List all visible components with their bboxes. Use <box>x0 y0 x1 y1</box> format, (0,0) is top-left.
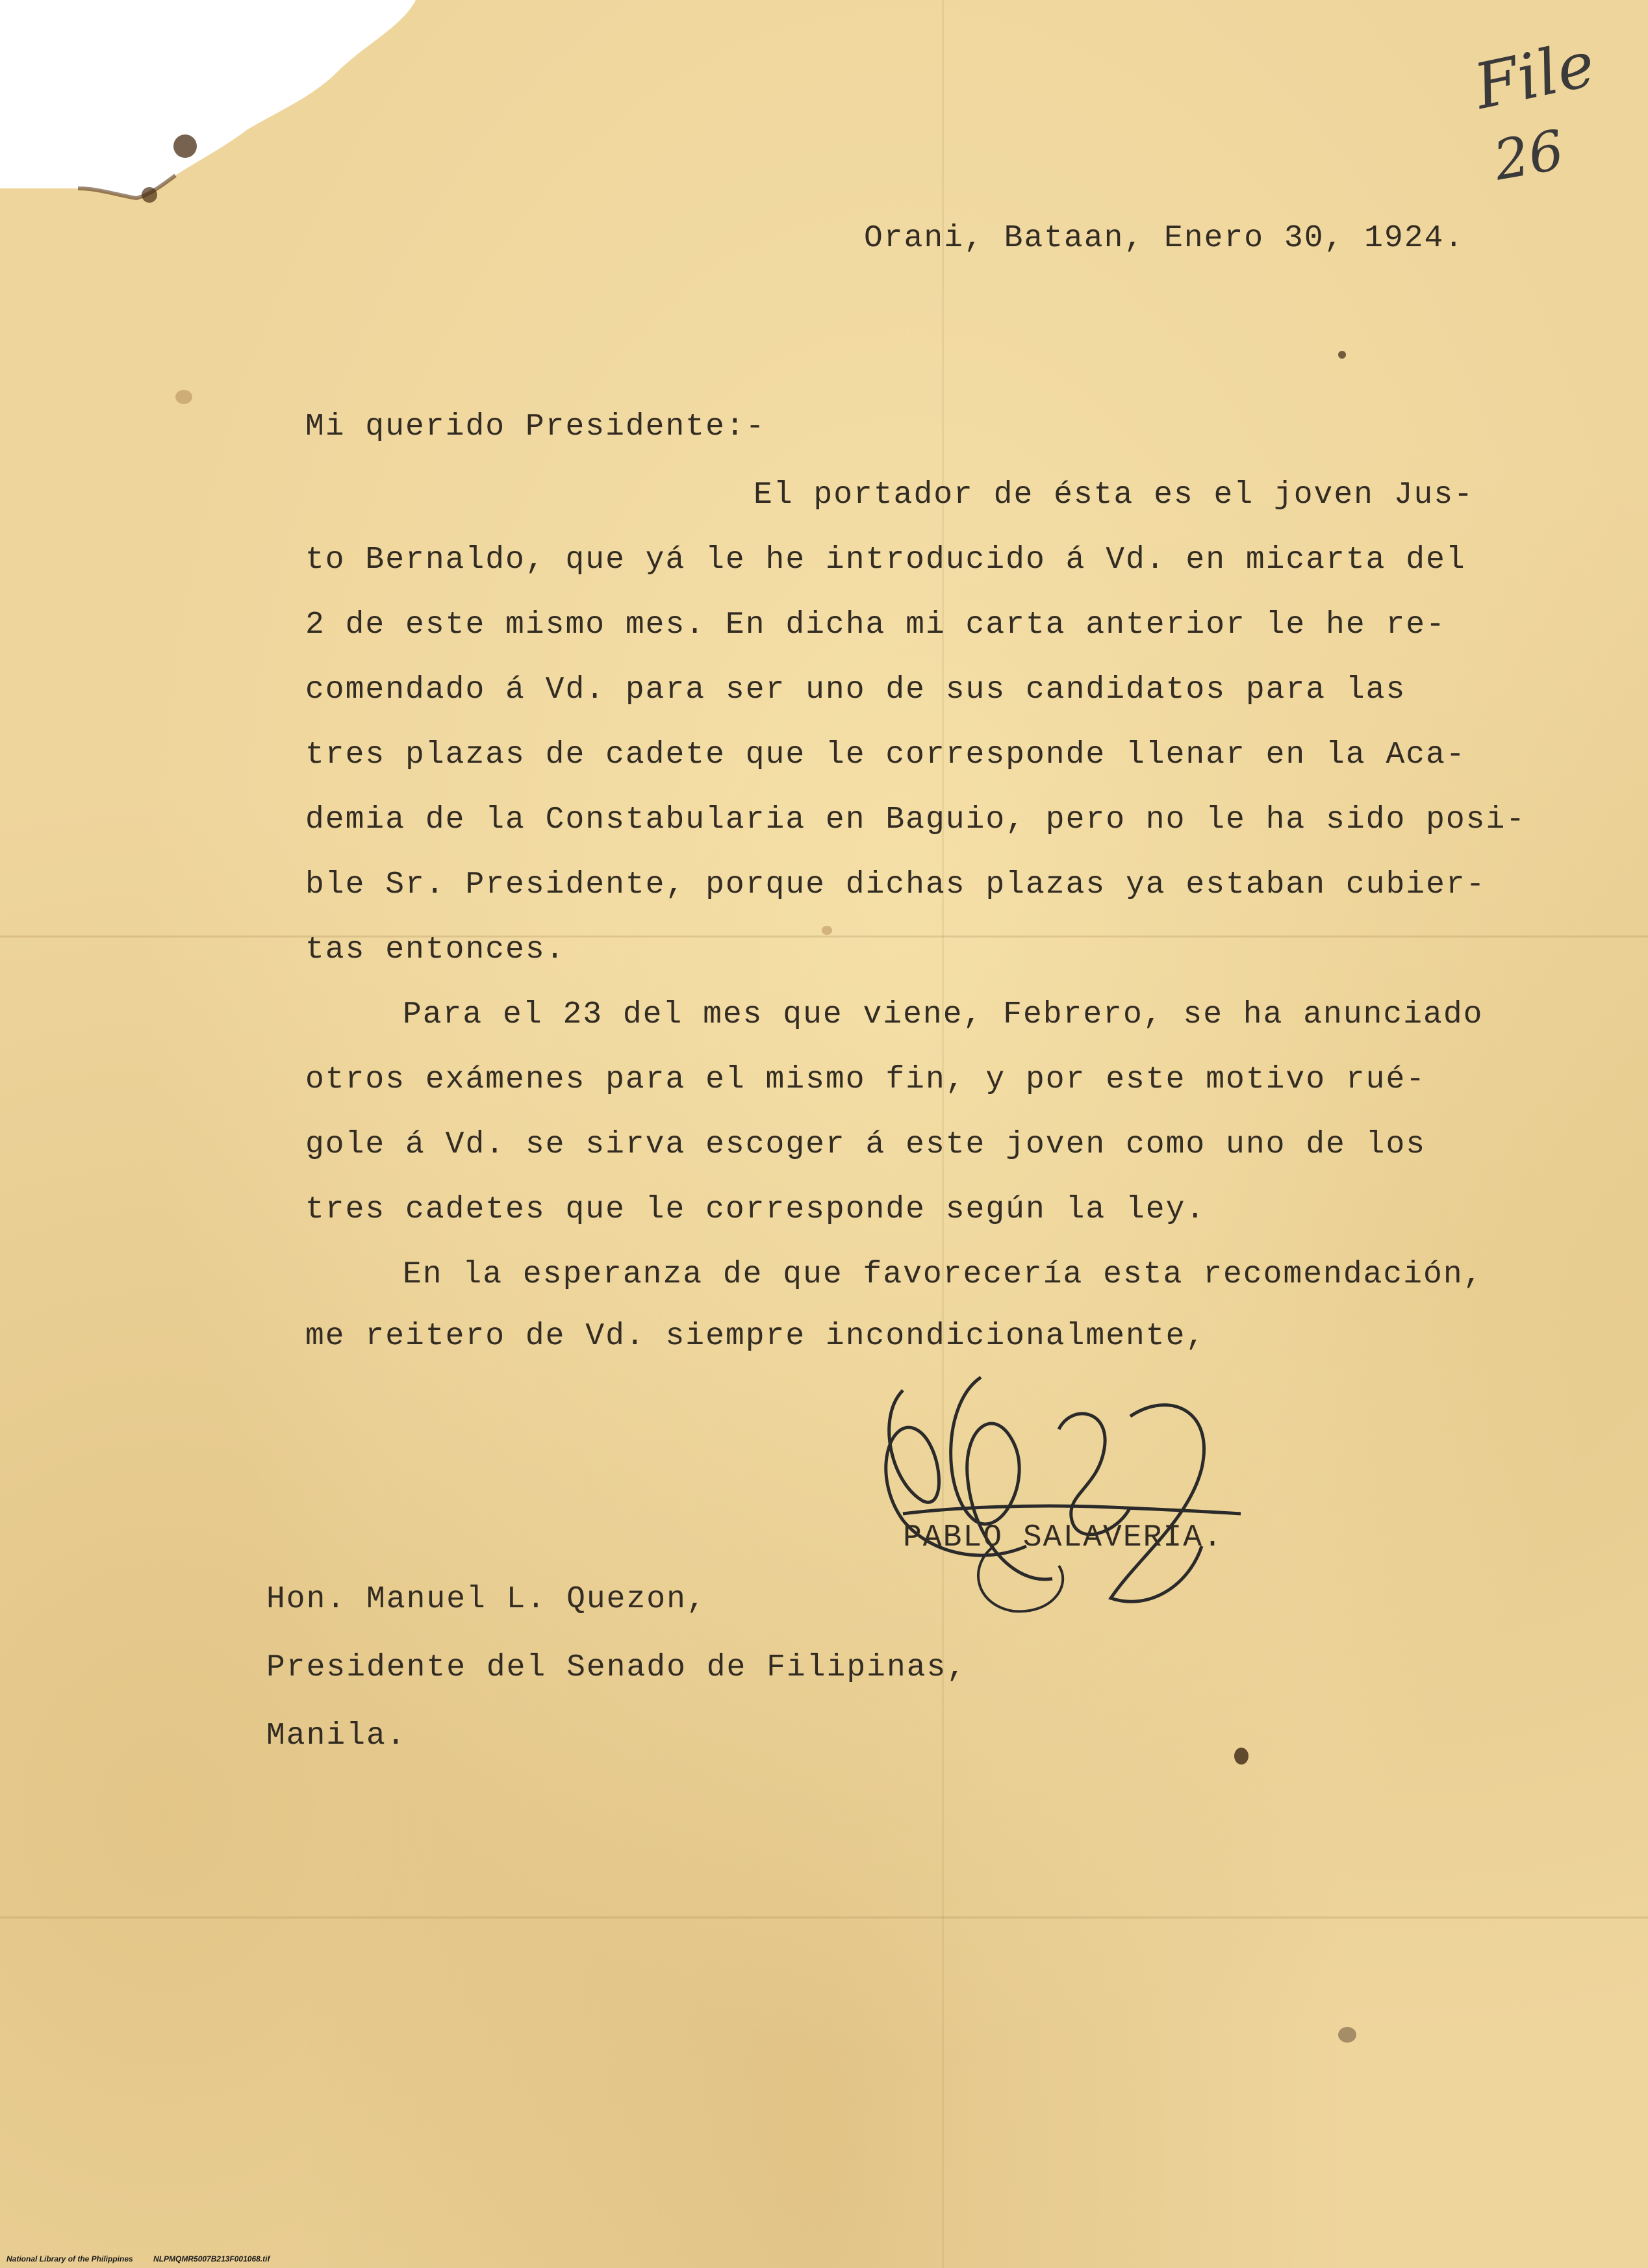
handwritten-signature <box>864 1351 1267 1624</box>
paper-stain <box>1338 2027 1356 2043</box>
body-line: gole á Vd. se sirva escoger á este joven como uno de los <box>305 1127 1426 1162</box>
recipient-address-line: Presidente del Senado de Filipinas, <box>266 1650 967 1685</box>
body-line: tres cadetes que le corresponde según la ley. <box>305 1192 1206 1227</box>
file-note-label: File <box>1468 27 1601 123</box>
footer-code: NLPMQMR5007B213F001068.tif <box>153 2254 270 2263</box>
body-line: Para el 23 del mes que viene, Febrero, se ha anunciado <box>403 997 1484 1032</box>
body-line: El portador de ésta es el joven Jus- <box>754 478 1474 513</box>
recipient-address-line: Manila. <box>266 1718 407 1753</box>
body-line: ble Sr. Presidente, porque dichas plazas ya estaban cubier- <box>305 867 1486 902</box>
paper-stain <box>822 926 832 935</box>
body-line: demia de la Constabularia en Baguio, pero no le ha sido posi- <box>305 802 1527 837</box>
fold-line-lower <box>0 1917 1648 1918</box>
footer-library: National Library of the Philippines <box>6 2254 133 2263</box>
letter-salutation: Mi querido Presidente:- <box>305 409 766 444</box>
typed-signatory-name: PABLO SALAVERIA. <box>903 1520 1223 1555</box>
letter-date: Orani, Bataan, Enero 30, 1924. <box>864 221 1465 256</box>
body-line: comendado á Vd. para ser uno de sus candidatos para las <box>305 672 1406 707</box>
body-line: otros exámenes para el mismo fin, y por este motivo rué- <box>305 1062 1426 1097</box>
letter-closing: me reitero de Vd. siempre incondicionalmente, <box>305 1319 1206 1354</box>
body-line: En la esperanza de que favorecería esta recomendación, <box>403 1257 1484 1292</box>
body-line: to Bernaldo, que yá le he introducido á Vd. en micarta del <box>305 542 1466 578</box>
body-line: 2 de este mismo mes. En dicha mi carta anterior le he re- <box>305 607 1446 643</box>
torn-corner <box>0 0 455 214</box>
body-line: tas entonces. <box>305 932 566 967</box>
paper-stain <box>175 390 192 404</box>
fold-line-middle <box>0 936 1648 937</box>
archive-footer <box>6 2254 288 2263</box>
paper-stain <box>1234 1748 1249 1765</box>
paper-stain <box>1338 351 1346 359</box>
file-note-number: 26 <box>1489 118 1569 193</box>
body-line: tres plazas de cadete que le corresponde llenar en la Aca- <box>305 737 1466 772</box>
recipient-address-line: Hon. Manuel L. Quezon, <box>266 1582 707 1617</box>
